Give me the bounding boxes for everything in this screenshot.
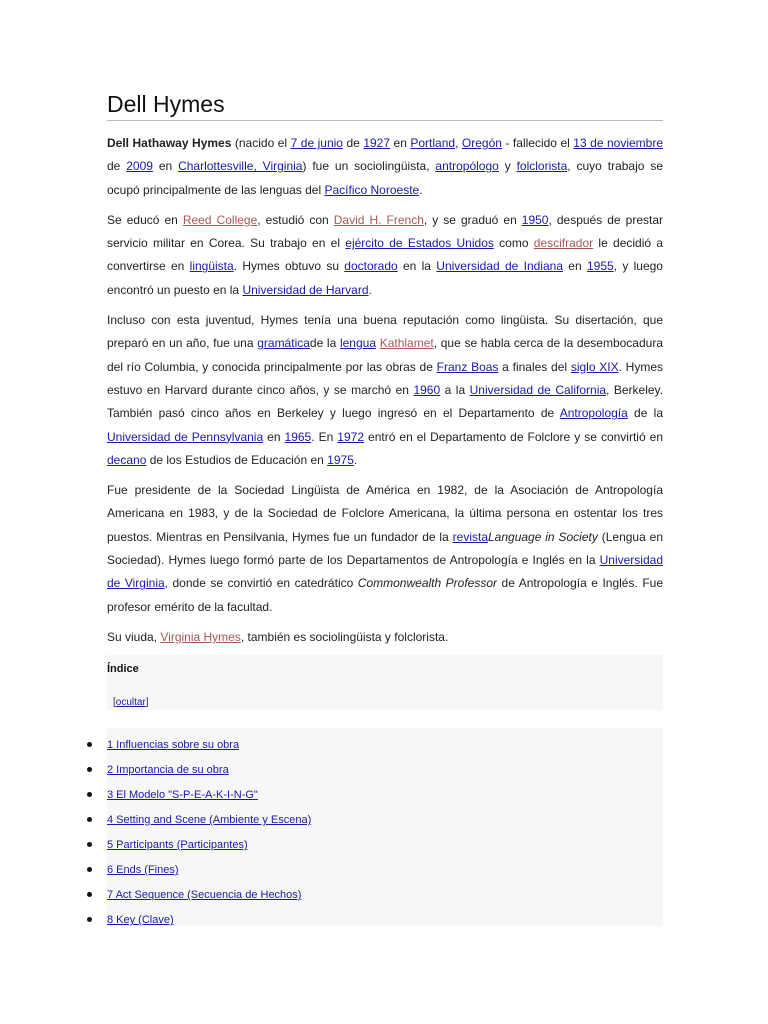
link-gramatica[interactable]: gramática [257, 336, 310, 351]
text: , cuyo trabajo se ocupó principalmente de las lenguas del [107, 159, 663, 197]
toc-item-3[interactable]: 3 El Modelo "S-P-E-A-K-I-N-G" [107, 789, 258, 801]
bullet-icon [87, 842, 92, 847]
bracket: ] [145, 697, 149, 708]
text: . En [311, 429, 338, 444]
link-linguista[interactable]: lingüista [189, 259, 234, 274]
text: . Hymes estuvo en Harvard durante cinco años, y se marchó en [107, 359, 664, 397]
text: . Hymes obtuvo su [233, 259, 345, 274]
bullet-icon [87, 817, 92, 822]
professorship-title: Commonwealth Professor [357, 576, 498, 591]
bullet-icon [87, 867, 92, 872]
bullet-icon [87, 792, 92, 797]
text: , que se habla cerca de la desembocadura del río Columbia, y conocida principalmente por las obras de [107, 336, 663, 374]
toc-list [107, 728, 663, 926]
text: , Berkeley. También pasó cinco años en Berkeley y luego ingresó en el Departamento de [107, 382, 663, 421]
toc-item-7[interactable]: 7 Act Sequence (Secuencia de Hechos) [107, 889, 302, 901]
text: de [342, 136, 364, 150]
text: en [152, 159, 179, 174]
link-pacifico-noroeste[interactable]: Pacífico Noroeste [324, 182, 420, 197]
text: , [455, 136, 462, 150]
text: a finales del [498, 359, 571, 374]
link-birth-date[interactable]: 7 de junio [290, 136, 343, 150]
text: en [390, 136, 411, 150]
table-of-contents-header [107, 655, 663, 710]
text: de Antropología e Inglés. Fue profesor emérito de la facultad. [107, 576, 663, 614]
paragraph-presidency [107, 479, 663, 619]
link-lengua[interactable]: lengua [339, 336, 377, 351]
text: a la [440, 382, 470, 397]
text: , después de prestar servicio militar en Corea. Su trabajo en el [107, 212, 663, 251]
text: de la [309, 336, 340, 351]
text: , también es sociolingüista y folclorista. [240, 629, 449, 644]
text: en la [397, 259, 437, 274]
bullet-icon [87, 742, 92, 747]
text: , donde se convirtió en catedrático [164, 576, 358, 591]
toc-item-6[interactable]: 6 Ends (Fines) [107, 864, 179, 876]
text: (nacido el [231, 136, 291, 150]
toc-toggle [113, 697, 149, 708]
link-1965[interactable]: 1965 [284, 429, 312, 444]
text: en [563, 259, 587, 274]
link-descifrador[interactable]: descifrador [533, 236, 594, 251]
toc-item-5[interactable]: 5 Participants (Participantes) [107, 839, 248, 851]
link-universidad-pennsylvania[interactable]: Universidad de Pennsylvania [107, 429, 264, 444]
link-reed-college[interactable]: Reed College [182, 212, 258, 227]
bullet-icon [87, 917, 92, 922]
link-antropologo[interactable]: antropólogo [435, 159, 499, 174]
link-antropologia[interactable]: Antropología [559, 406, 628, 421]
text: . [419, 182, 423, 197]
text: Incluso con esta juventud, Hymes tenía una buena reputación como lingüista. Su disertación, que preparó en un año, fue una [107, 313, 663, 351]
text: , y luego encontró un puesto en la [107, 259, 663, 297]
bracket: [ [113, 697, 116, 708]
link-birth-year[interactable]: 1927 [363, 136, 391, 150]
link-oregon[interactable]: Oregón [461, 136, 502, 150]
bullet-icon [87, 767, 92, 772]
link-1955[interactable]: 1955 [586, 259, 614, 274]
text: de la [627, 406, 663, 421]
text: . [353, 452, 358, 467]
link-revista[interactable]: revista [452, 529, 488, 544]
link-virginia-hymes[interactable]: Virginia Hymes [160, 629, 241, 644]
text: como [493, 236, 534, 251]
journal-title: Language in Society [488, 529, 598, 544]
link-ejercito[interactable]: ejército de Estados Unidos [345, 236, 494, 251]
link-siglo-xix[interactable]: siglo XIX [570, 359, 619, 374]
link-franz-boas[interactable]: Franz Boas [436, 359, 499, 374]
text: , y se graduó en [423, 212, 522, 227]
toc-item-1[interactable]: 1 Influencias sobre su obra [107, 739, 240, 751]
subject-name: Dell Hathaway Hymes [107, 136, 232, 150]
toc-hide-link[interactable]: ocultar [115, 697, 146, 708]
text: en [263, 429, 285, 444]
text: Fue presidente de la Sociedad Lingüista de América en 1982, de la Asociación de Antropología Americana en 1983, y de la Sociedad de Folclore Americana, la última persona en ostentar los tres puestos. Mientras en Pensilvania, Hymes fue un fundador de la [107, 483, 663, 544]
paragraph-widow [107, 626, 663, 649]
text: entró en el Departamento de Folclore y se convirtió en [364, 429, 664, 444]
link-death-date[interactable]: 13 de noviembre [573, 136, 664, 150]
link-david-french[interactable]: David H. French [333, 212, 424, 227]
text: Su viuda, [107, 629, 161, 644]
link-universidad-indiana[interactable]: Universidad de Indiana [436, 259, 563, 274]
toc-title: Índice [107, 663, 139, 675]
link-1950[interactable]: 1950 [521, 212, 549, 227]
text: de los Estudios de Educación en [146, 452, 328, 467]
paragraph-intro [107, 132, 663, 202]
link-universidad-harvard[interactable]: Universidad de Harvard [242, 282, 369, 297]
link-folclorista[interactable]: folclorista [516, 159, 568, 174]
link-death-year[interactable]: 2009 [126, 159, 153, 174]
text: . [368, 282, 372, 297]
text: ) fue un sociolingüista, [302, 159, 436, 174]
article-body [107, 132, 663, 656]
link-portland[interactable]: Portland [410, 136, 456, 150]
link-1975[interactable]: 1975 [327, 452, 354, 467]
link-universidad-california[interactable]: Universidad de California [469, 382, 607, 397]
text: le decidió a convertirse en [107, 236, 664, 274]
text: (Lengua en Sociedad). Hymes luego formó parte de los Departamentos de Antropología e Inglés en la [107, 529, 663, 568]
link-1972[interactable]: 1972 [337, 429, 364, 444]
toc-item-4[interactable]: 4 Setting and Scene (Ambiente y Escena) [107, 814, 312, 826]
link-doctorado[interactable]: doctorado [344, 259, 398, 274]
link-kathlamet[interactable]: Kathlamet [379, 336, 434, 351]
text: y [498, 159, 517, 174]
toc-item-8[interactable]: 8 Key (Clave) [107, 914, 174, 926]
paragraph-education [107, 209, 663, 302]
toc-item-2[interactable]: 2 Importancia de su obra [107, 764, 229, 776]
link-charlottesville[interactable]: Charlottesville, Virginia [178, 159, 303, 174]
text: - fallecido el [501, 136, 574, 150]
page-title: Dell Hymes [107, 90, 663, 121]
paragraph-career [107, 309, 663, 472]
link-universidad-virginia[interactable]: Universidad de Virginia [107, 553, 663, 591]
bullet-icon [87, 892, 92, 897]
text: , estudió con [257, 212, 334, 227]
text: de [107, 159, 127, 174]
link-1960[interactable]: 1960 [413, 382, 441, 397]
link-decano[interactable]: decano [107, 452, 147, 467]
text: Se educó en [107, 212, 183, 227]
